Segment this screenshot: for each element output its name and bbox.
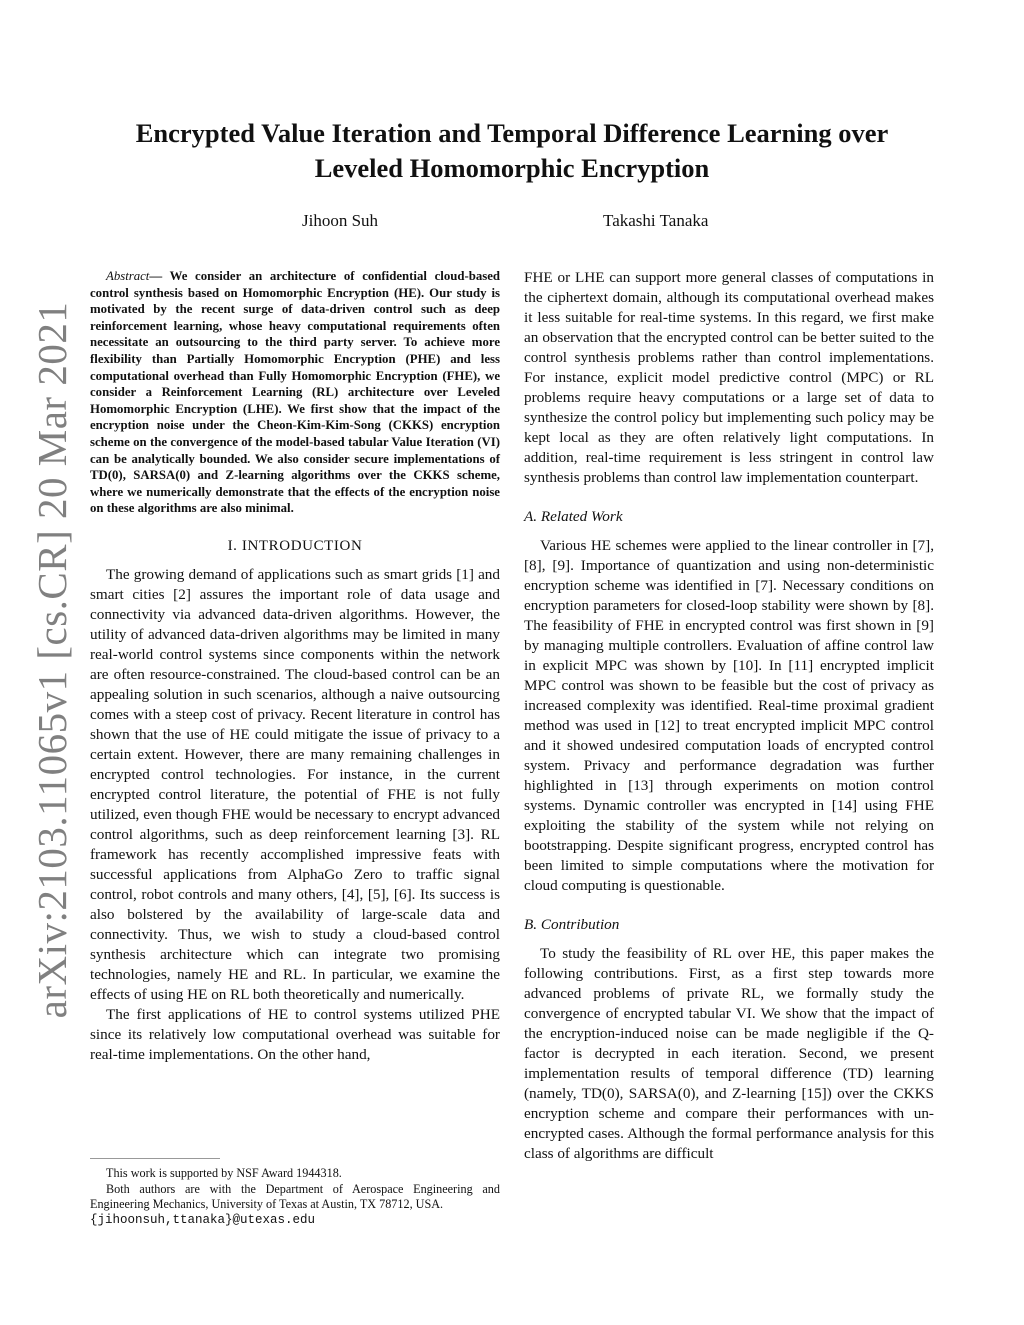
section-heading-introduction: I. INTRODUCTION <box>227 537 363 554</box>
footnote-affiliation: Both authors are with the Department of Aerospace Engineering and Engineering Mechanics, University of Texas at Austin, TX 78712, USA. <box>90 1181 500 1212</box>
abstract-text: — We consider an architecture of confidential cloud-based control synthesis based on Homomorphic Encryption (HE). Our study is motivated by the recent surge of data-driven control such as deep reinforcement learning, whose heavy computational requirements often necessitate an outsourcing to the third party server. To achieve more flexibility than Partially Homomorphic Encryption (PHE) and less computational overhead than Fully Homomorphic Encryption (FHE), we consider a Reinforcement Learning (RL) architecture over Leveled Homomorphic Encryption (LHE). We first show that the impact of the encryption noise under the Cheon-Kim-Kim-Song (CKKS) encryption scheme on the convergence of the model-based tabular Value Iteration (VI) can be analytically bounded. We also consider secure implementations of TD(0), SARSA(0) and Z-learning algorithms over the CKKS scheme, where we numerically demonstrate that the effects of the encryption noise on these algorithms are also minimal. <box>90 269 500 516</box>
abstract <box>90 268 500 517</box>
paragraph: The growing demand of applications such as smart grids [1] and smart cities [2] assures the important role of data usage and connectivity via advanced data-driven algorithms. However, the utility of advanced data-driven algorithms may be limited in many real-world control systems since components within the network are often resource-constrained. The cloud-based control can be an appealing solution in such scenarios, although a naive outsourcing comes with a steep cost of privacy. Recent literature in control has shown that the use of HE could mitigate the issue of privacy to a certain extent. However, there are many remaining challenges in encrypted control technologies. For instance, in the current encrypted control literature, the potential of FHE is not fully utilized, even though FHE would be necessary to encrypt advanced control algorithms, such as deep reinforcement learning [3]. RL framework has recently accomplished impressive feats with successful applications from AlphaGo Zero to traffic signal control, robot controls and many others, [4], [5], [6]. Its success is also bolstered by the availability of large-scale data and connectivity. Thus, we wish to study a cloud-based control synthesis architecture which can integrate two promising technologies, namely HE and RL. In particular, we examine the effects of using HE on RL both theoretically and numerically. <box>90 565 500 1003</box>
paragraph: To study the feasibility of RL over HE, this paper makes the following contributions. First, as a first step towards more advanced problems of private RL, we formally study the convergence of encrypted tabular VI. We show that the impact of the encryption-induced noise can be made negligible if the Q-factor is decrypted in each iteration. Second, we present implementation results of temporal difference (TD) learning (namely, TD(0), SARSA(0), and Z-learning [15]) over the CKKS encryption scheme and compare their performances with un-encrypted cases. Although the formal performance analysis for this class of algorithms are difficult <box>524 945 934 1162</box>
footnote-divider <box>90 1158 220 1159</box>
subsection-heading-contribution: B. Contribution <box>524 916 620 933</box>
paragraph: FHE or LHE can support more general classes of computations in the ciphertext domain, although its computational overhead makes it less suitable for real-time systems. In this regard, we first make an observation that the encrypted control can be better suited to the control synthesis problems rather than control implementations. For instance, explicit model predictive control (MPC) or RL problems require heavy computations or a large set of data to synthesize the control policy but implementing such policy may be kept local as they are often relatively light computations. In addition, real-time requirement is less stringent in control law synthesis problems than control law implementation counterpart. <box>524 269 934 486</box>
footnotes <box>90 1166 500 1228</box>
author-name: Jihoon Suh <box>302 211 379 230</box>
paragraph: Various HE schemes were applied to the linear controller in [7], [8], [9]. Importance of quantization and using non-deterministic encryption scheme was identified in [7]. Necessary conditions on encryption parameters for closed-loop stability were shown by [8]. The feasibility of FHE in encrypted control was first shown in [9] by managing multiple controllers. Evaluation of affine control law in explicit MPC was shown by [10]. In [11] encrypted implicit MPC control was shown to be feasible but the cost of privacy as increased complexity was identified. Real-time proximal gradient method was used in [12] to treat encrypted implicit MPC control and it showed undesired computation loads of encrypted control system. Privacy and performance degradation was further highlighted in [13] through experiments on motion control systems. Dynamic controller was encrypted in [14] using FHE exploiting the stability of the system while not relying on bootstrapping. Despite significant progress, encrypted control has been limited to simple computations where the motivation for cloud computing is questionable. <box>524 537 934 894</box>
right-column <box>524 268 934 1164</box>
author-emails: {jihoonsuh,ttanaka}@utexas.edu <box>90 1212 316 1227</box>
paper-title <box>100 116 924 186</box>
subsection-heading-related-work: A. Related Work <box>524 508 623 525</box>
abstract-label: Abstract <box>106 269 150 283</box>
left-column <box>90 268 500 1065</box>
footnote-support: This work is supported by NSF Award 1944318. <box>106 1166 342 1180</box>
title-line-1: Encrypted Value Iteration and Temporal Difference Learning over <box>135 118 889 148</box>
author-name: Takashi Tanaka <box>603 211 709 230</box>
arxiv-identifier: arXiv:2103.11065v1 [cs.CR] 20 Mar 2021 <box>29 301 75 1019</box>
paragraph: The first applications of HE to control systems utilized PHE since its relatively low computational overhead was suitable for real-time implementations. On the other hand, <box>90 1005 500 1063</box>
title-line-2: Leveled Homomorphic Encryption <box>314 153 710 183</box>
